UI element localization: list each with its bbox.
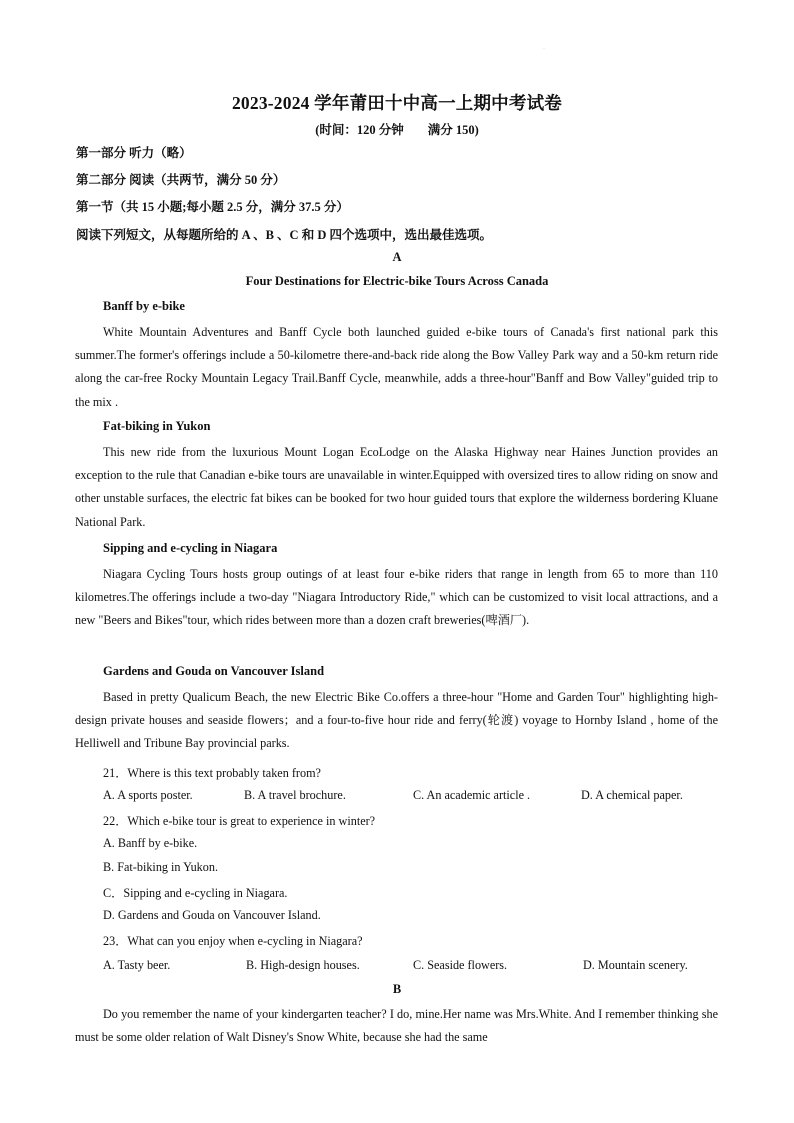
q21-option-a: A. A sports poster. [103, 788, 193, 802]
paragraph-yukon: This new ride from the luxurious Mount Logan EcoLodge on the Alaska Highway near Haines Junction provides an exception to the rule that Canadian e-bike tours are unavailable in winter.Equipped with oversized tires to allow riding on snow and other unstable surfaces, the electric fat bikes can be booked for two hour guided tours that explore the wilderness bordering Kluane National Park. [75, 445, 718, 529]
q23-option-b: B. High-design houses. [246, 958, 360, 972]
question-22: 22．Which e-bike tour is great to experience in winter? [103, 814, 376, 828]
paragraph-vancouver: Based in pretty Qualicum Beach, the new Electric Bike Co.offers a three-hour "Home and Garden Tour" highlighting high-design private houses and seaside flowers；and a four-to-five hour ride and ferry(轮渡) voyage to Hornby Island , home of the Helliwell and Tribune Bay provincial parks. [75, 690, 718, 751]
part2-heading: 第二部分 阅读（共两节，满分 50 分） [76, 173, 286, 187]
heading-niagara: Sipping and e-cycling in Niagara [103, 541, 278, 555]
q22-option-c: C．Sipping and e-cycling in Niagara. [103, 886, 288, 900]
heading-yukon: Fat-biking in Yukon [103, 419, 211, 433]
q22-option-d: D. Gardens and Gouda on Vancouver Island. [103, 908, 321, 922]
q23-option-a: A. Tasty beer. [103, 958, 171, 972]
q21-option-b: B. A travel brochure. [244, 788, 346, 802]
time-limit: (时间：120 分钟 [315, 123, 404, 137]
full-score: 满分 150) [427, 123, 479, 137]
heading-vancouver: Gardens and Gouda on Vancouver Island [103, 664, 325, 678]
exam-subtitle [0, 120, 794, 138]
section1-heading: 第一节（共 15 小题;每小题 2.5 分，满分 37.5 分） [76, 200, 349, 214]
passage-a-label: A [392, 250, 402, 264]
paragraph-b1: Do you remember the name of your kindergarten teacher? I do, mine.Her name was Mrs.White. And I remember thinking she must be some older relation of Walt Disney's Snow White, because she had the same [75, 1007, 718, 1045]
passage-b-label: B [392, 982, 402, 996]
paragraph-banff: White Mountain Adventures and Banff Cycle both launched guided e-bike tours of Canada's first national park this summer.The former's offerings include a 50-kilometre there-and-back ride along the Bow Valley Park way and a 50-km return ride along the car-free Rocky Mountain Legacy Trail.Banff Cycle, meanwhile, adds a three-hour"Banff and Bow Valley"guided trip to the mix . [75, 325, 718, 409]
paragraph-niagara: Niagara Cycling Tours hosts group outings of at least four e-bike riders that range in length from 65 to more than 110 kilometres.The offerings include a two-day "Niagara Introductory Ride," which can be customized to visit local attractions, and a new "Beers and Bikes"tour, which rides between more than a dozen craft breweries(啤酒厂). [75, 567, 718, 628]
exam-title: 2023-2024 学年莆田十中高一上期中考试卷 [231, 93, 562, 113]
q23-option-c: C. Seaside flowers. [413, 958, 508, 972]
scan-dot: · [543, 46, 545, 52]
question-23: 23．What can you enjoy when e-cycling in Niagara? [103, 934, 363, 948]
part1-heading: 第一部分 听力（略） [76, 146, 192, 160]
passage-a-title: Four Destinations for Electric-bike Tours Across Canada [245, 274, 549, 288]
q21-option-d: D. A chemical paper. [581, 788, 683, 802]
q23-option-d: D. Mountain scenery. [583, 958, 688, 972]
heading-banff: Banff by e-bike [103, 299, 185, 313]
instruction: 阅读下列短文，从每题所给的 A 、B 、C 和 D 四个选项中，选出最佳选项。 [76, 228, 492, 242]
q22-option-b: B. Fat-biking in Yukon. [103, 860, 218, 874]
q22-option-a: A. Banff by e-bike. [103, 836, 198, 850]
question-21: 21．Where is this text probably taken from? [103, 766, 321, 780]
q21-option-c: C. An academic article . [413, 788, 531, 802]
